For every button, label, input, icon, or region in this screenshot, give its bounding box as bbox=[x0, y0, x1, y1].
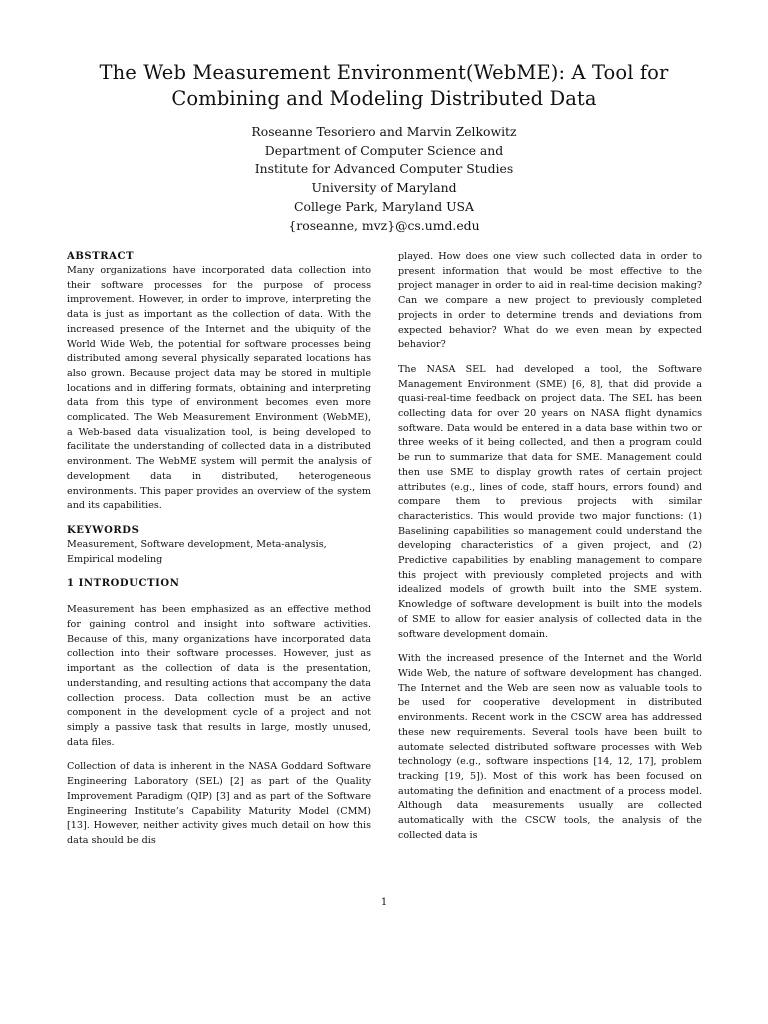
affiliation-department: Department of Computer Science and bbox=[264, 142, 504, 158]
title-line-1: The Web Measurement Environment(WebME): A Tool for bbox=[99, 61, 669, 84]
affiliation-university: University of Maryland bbox=[311, 180, 457, 196]
title-line-2: Combining and Modeling Distributed Data bbox=[171, 87, 597, 110]
intro-paragraph-5: With the increased presence of the Internet and the World Wide Web, the nature of software development has changed. The Internet and the Web are seen now as valuable tools to be used for cooperative development in distributed environments. Recent work in the CSCW area has addressed these new requirements. Several tools have been built to automate selected distributed software processes with Web technology (e.g., software inspections [14, 12, 17], problem tracking [19, 5]). Most of this work has been focused on automating the definition and enactment of a process model. Although data measurements usually are collected automatically with the CSCW tools, the analysis of the collected data is bbox=[398, 653, 702, 841]
paper-title bbox=[40, 60, 728, 112]
intro-paragraph-3: played. How does one view such collected data in order to present information that would be most effective to the project manager in order to aid in real-time decision making? Can we compare a new project to previously completed projects in order to determine trends and deviations from expected behavior? What do we even mean by expected behavior? bbox=[398, 251, 702, 351]
intro-paragraph-2: Collection of data is inherent in the NASA Goddard Software Engineering Laboratory (SEL) [2] as part of the Quality Improvement Paradigm (QIP) [3] and as part of the Software Engineering Institute’s Capability Maturity Model (CMM) [13]. However, neither activity gives much detail on how this data should be dis bbox=[67, 761, 371, 846]
keywords-heading: KEYWORDS bbox=[67, 524, 140, 536]
abstract-heading: ABSTRACT bbox=[67, 251, 135, 262]
author-names: Roseanne Tesoriero and Marvin Zelkowitz bbox=[251, 124, 517, 139]
author-email: {roseanne, mvz}@cs.umd.edu bbox=[288, 217, 480, 233]
affiliation-location: College Park, Maryland USA bbox=[294, 198, 474, 214]
keywords-text: Measurement, Software development, Meta-analysis, Empirical modeling bbox=[67, 538, 327, 565]
abstract-text: Many organizations have incorporated data collection into their software processes for the purpose of process improvement. However, in order to improve, interpreting the data is just as important as the collection of data. With the increased presence of the Internet and the ubiquity of the World Wide Web, the potential for software processes being distributed among several physically separated locations has also grown. Because project data may be stored in multiple locations and in differing formats, obtaining and interpreting data from this type of environment becomes even more complicated. The Web Measurement Environment (WebME), a Web-based data visualization tool, is being developed to facilitate the understanding of collected data in a distributed environment. The WebME system will permit the analysis of development data in distributed, heterogeneous environments. This paper provides an overview of the system and its capabilities. bbox=[67, 265, 371, 512]
intro-paragraph-4: The NASA SEL had developed a tool, the Software Management Environment (SME) [6, 8], that did provide a quasi-real-time feedback on project data. The SEL has been collecting data for over 20 years on NASA flight dynamics software. Data would be entered in a data base within two or three weeks of it being collected, and then a program could be run to summarize that data for SME. Management could then use SME to display growth rates of certain project attributes (e.g., lines of code, staff hours, errors found) and compare them to previous projects with similar characteristics. This would provide two major functions: (1) Baselining capabilities so management could understand the developing characteristics of a given project, and (2) Predictive capabilities by enabling management to compare this project with previously completed projects and with idealized models of growth built into the SME system. Knowledge of software development is built into the models of SME to allow for easier analysis of collected data in the software development domain. bbox=[398, 363, 702, 640]
author-block bbox=[184, 123, 584, 235]
intro-paragraph-1: Measurement has been emphasized as an effective method for gaining control and insight into software activities. Because of this, many organizations have incorporated data collection into their software processes. However, just as important as the collection of data is the presentation, understanding, and resulting actions that accompany the data collection process. Data collection must be an active component in the development cycle of a project and not simply a passive task that results in large, mostly unused, data files. bbox=[67, 604, 371, 748]
affiliation-institute: Institute for Advanced Computer Studies bbox=[254, 161, 514, 177]
page-number: 1 bbox=[380, 897, 388, 908]
left-column bbox=[67, 250, 371, 849]
right-column bbox=[398, 250, 702, 843]
introduction-heading: 1 INTRODUCTION bbox=[67, 578, 180, 590]
